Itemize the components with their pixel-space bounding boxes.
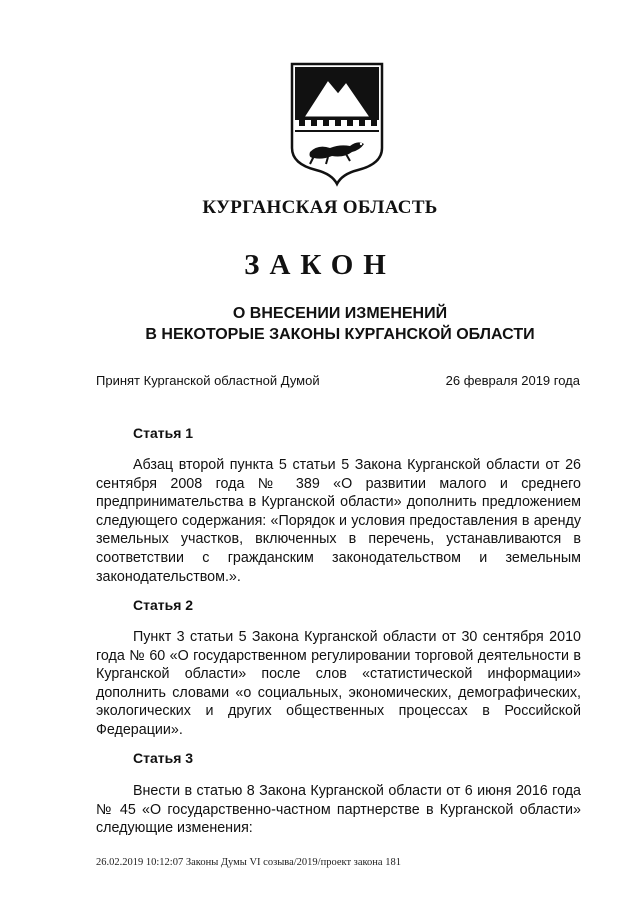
article-text: Внести в статью 8 Закона Курганской области от 6 июня 2016 года № 45 «О государственно-частном партнерстве в Курганской области» следующие изменения: bbox=[96, 783, 581, 837]
region-name: КУРГАНСКАЯ ОБЛАСТЬ bbox=[202, 197, 438, 218]
document-title-line: О ВНЕСЕНИИ ИЗМЕНЕНИЙ bbox=[232, 305, 448, 322]
document-title-line: В НЕКОТОРЫЕ ЗАКОНЫ КУРГАНСКОЙ ОБЛАСТИ bbox=[145, 326, 535, 343]
adopted-by: Принят Курганской областной Думой bbox=[96, 373, 320, 388]
document-title bbox=[0, 303, 640, 345]
article-heading: Статья 2 bbox=[133, 597, 194, 613]
adopted-date: 26 февраля 2019 года bbox=[445, 373, 580, 388]
document-footer-stamp: 26.02.2019 10:12:07 Законы Думы VI созыва/2019/проект закона 181 bbox=[96, 857, 401, 868]
adoption-info bbox=[96, 373, 580, 388]
coat-of-arms-emblem bbox=[288, 60, 386, 188]
article-text: Абзац второй пункта 5 статьи 5 Закона Курганской области от 26 сентября 2008 года № 389 «О развитии малого и среднего предпринимательства в Курганской области» дополнить предложением следующего содержания: «Порядок и условия предоставления в аренду земельных участков, включенных в перечень, устанавливаются в соответствии с гражданским законодательством и земельным законодательством.». bbox=[96, 457, 581, 585]
document-type: ЗАКОН bbox=[244, 249, 396, 281]
article-heading: Статья 3 bbox=[133, 750, 194, 766]
article-heading: Статья 1 bbox=[133, 425, 194, 441]
article-text: Пункт 3 статьи 5 Закона Курганской области от 30 сентября 2010 года № 60 «О государственном регулировании торговой деятельности в Курганской области» после слов «статистической информации» дополнить словами «о социальных, экономических, демографических, экологических и других общественных процессах в Российской Федерации». bbox=[96, 629, 581, 738]
